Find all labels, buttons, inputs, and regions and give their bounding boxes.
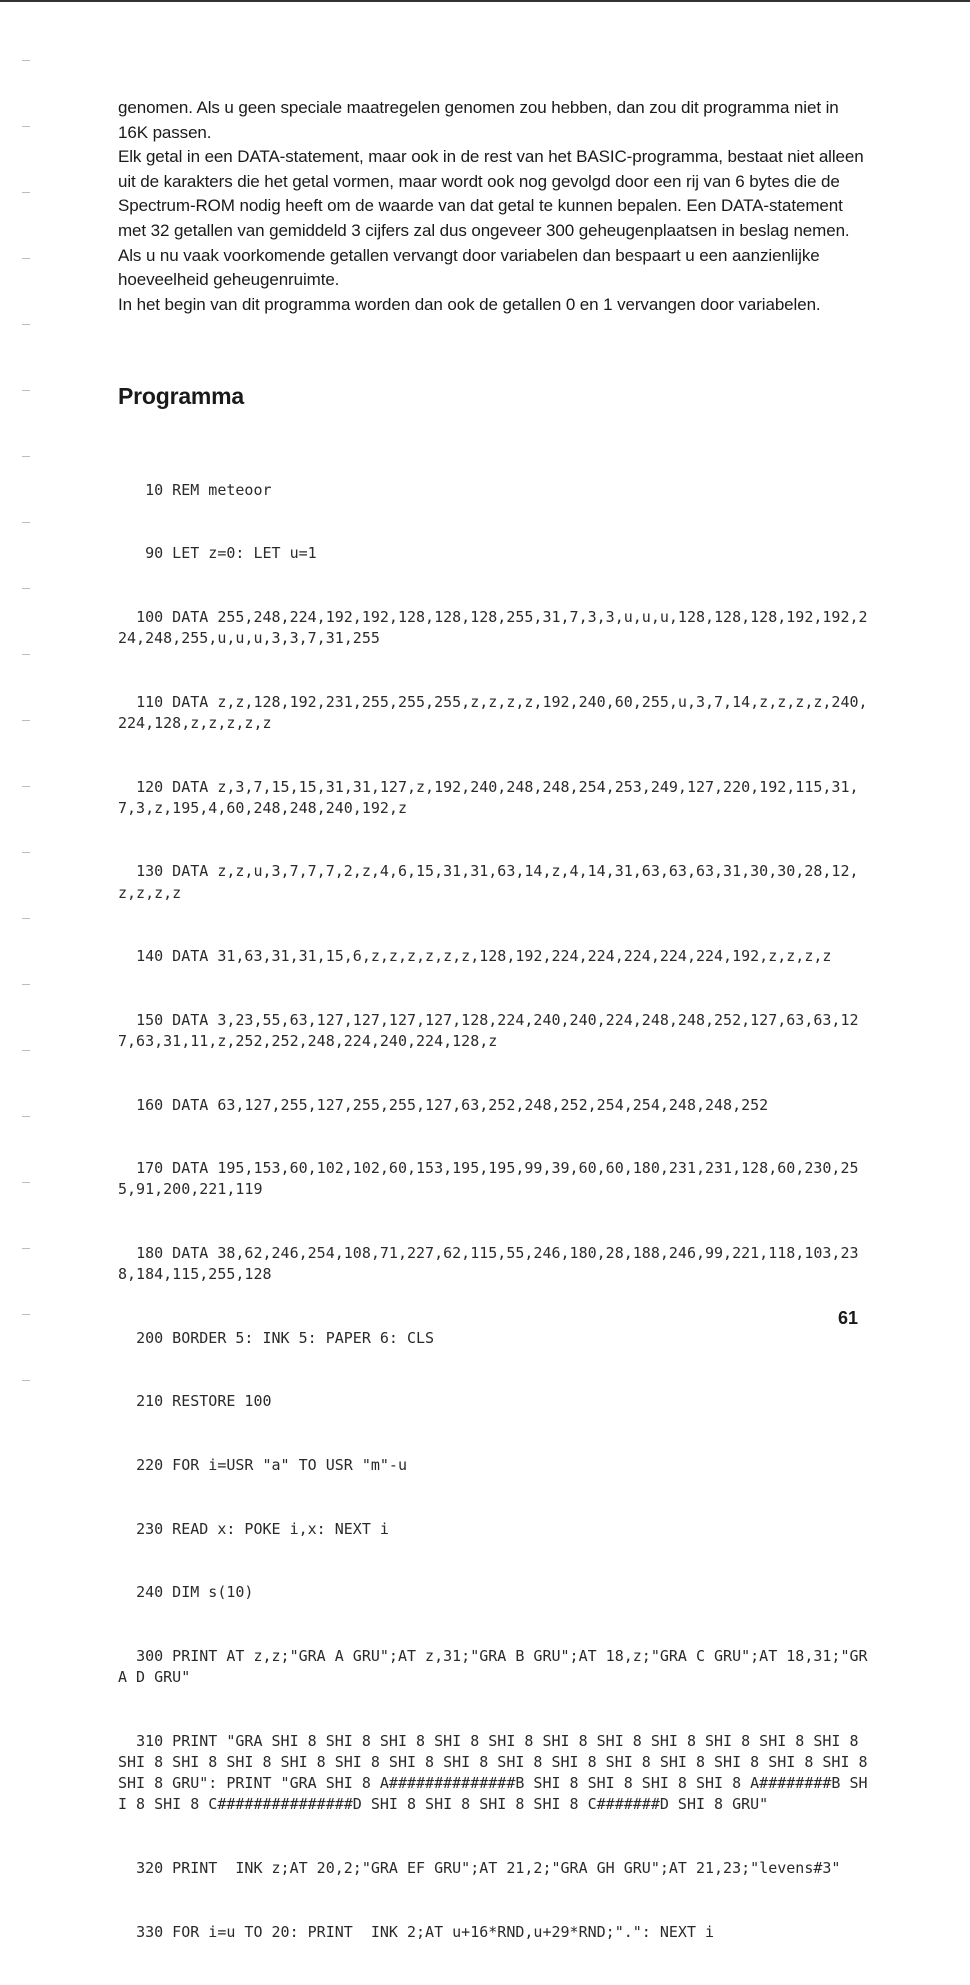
program-line: 200 BORDER 5: INK 5: PAPER 6: CLS: [118, 1328, 435, 1347]
intro-paragraph: genomen. Als u geen speciale maatregelen genomen zou hebben, dan zou dit programma niet in 16K passen.: [118, 98, 839, 142]
intro-paragraph: In het begin van dit programma worden dan ook de getallen 0 en 1 vervangen door variabelen.: [118, 294, 821, 314]
program-line: 230 READ x: POKE i,x: NEXT i: [118, 1519, 389, 1538]
program-line: 180 DATA 38,62,246,254,108,71,227,62,115,55,246,180,28,188,246,99,221,118,103,238,184,115,255,128: [118, 1244, 859, 1284]
program-line: 330 FOR i=u TO 20: PRINT INK 2;AT u+16*RND,u+29*RND;".": NEXT i: [118, 1922, 715, 1941]
program-line: 170 DATA 195,153,60,102,102,60,153,195,195,99,39,60,60,180,231,231,128,60,230,255,91,200,221,119: [118, 1159, 859, 1199]
program-line: 120 DATA z,3,7,15,15,31,31,127,z,192,240,248,248,254,253,249,127,220,192,115,31,7,3,z,195,4,60,248,248,240,192,z: [118, 777, 859, 817]
program-line: 240 DIM s(10): [118, 1583, 254, 1602]
basic-program-listing: [118, 437, 877, 1985]
program-line: 160 DATA 63,127,255,127,255,255,127,63,252,248,252,254,254,248,248,252: [118, 1095, 769, 1114]
program-line: 210 RESTORE 100: [118, 1392, 272, 1411]
program-line: 10 REM meteoor: [118, 480, 272, 499]
program-line: 310 PRINT "GRA SHI 8 SHI 8 SHI 8 SHI 8 SHI 8 SHI 8 SHI 8 SHI 8 SHI 8 SHI 8 SHI 8 SHI 8 SHI 8 SHI 8 SHI 8 SHI 8 SHI 8 SHI 8 SHI 8 SHI 8 SHI 8 SHI 8 SHI 8 SHI 8 SHI 8 SHI 8 GRU": PRINT "GRA SHI 8 A##############B SHI 8 SHI 8 SHI 8 SHI 8 A########B SHI 8 SHI 8 C###############D SHI 8 SHI 8 SHI 8 SHI 8 C#######D SHI 8 GRU": [118, 1731, 877, 1814]
program-line: 220 FOR i=USR "a" TO USR "m"-u: [118, 1456, 407, 1475]
program-line: 140 DATA 31,63,31,31,15,6,z,z,z,z,z,z,128,192,224,224,224,224,224,192,z,z,z,z: [118, 947, 832, 966]
page-content: [118, 96, 877, 1985]
intro-paragraph: Elk getal in een DATA-statement, maar ook in de rest van het BASIC-programma, bestaat niet alleen uit de karakters die het getal vormen, maar wordt ook nog gevolgd door een rij van 6 bytes die de Spectrum-ROM nodig heeft om de waarde van dat getal te kunnen bepalen. Een DATA-statement met 32 getallen van gemiddeld 3 cijfers zal dus ongeveer 300 geheugenplaatsen in beslag nemen. Als u nu vaak voorkomende getallen vervangt door variabelen dan bespaart u een aanzienlijke hoeveelheid geheugenruimte.: [118, 147, 864, 290]
top-rule: [0, 0, 970, 2]
program-line: 320 PRINT INK z;AT 20,2;"GRA EF GRU";AT 21,2;"GRA GH GRU";AT 21,23;"levens#3": [118, 1858, 841, 1877]
margin-tick-marks: [22, 60, 32, 1400]
program-line: 110 DATA z,z,128,192,231,255,255,255,z,z,z,z,192,240,60,255,u,3,7,14,z,z,z,z,240,224,128,z,z,z,z,z: [118, 692, 868, 732]
program-line: 130 DATA z,z,u,3,7,7,7,2,z,4,6,15,31,31,63,14,z,4,14,31,63,63,63,31,30,30,28,12,z,z,z,z: [118, 862, 859, 902]
program-line: 100 DATA 255,248,224,192,192,128,128,128,255,31,7,3,3,u,u,u,128,128,128,192,192,224,248,255,u,u,u,3,3,7,31,255: [118, 607, 868, 648]
program-line: 90 LET z=0: LET u=1: [118, 544, 317, 563]
section-title: Programma: [118, 383, 245, 410]
program-line: 300 PRINT AT z,z;"GRA A GRU";AT z,31;"GRA B GRU";AT 18,z;"GRA C GRU";AT 18,31;"GRA D GRU": [118, 1646, 868, 1687]
program-line: 150 DATA 3,23,55,63,127,127,127,127,128,224,240,240,224,248,248,252,127,63,63,127,63,31,11,z,252,252,248,224,240,224,128,z: [118, 1010, 859, 1051]
page-number: 61: [837, 1308, 858, 1328]
intro-text: [118, 96, 868, 317]
